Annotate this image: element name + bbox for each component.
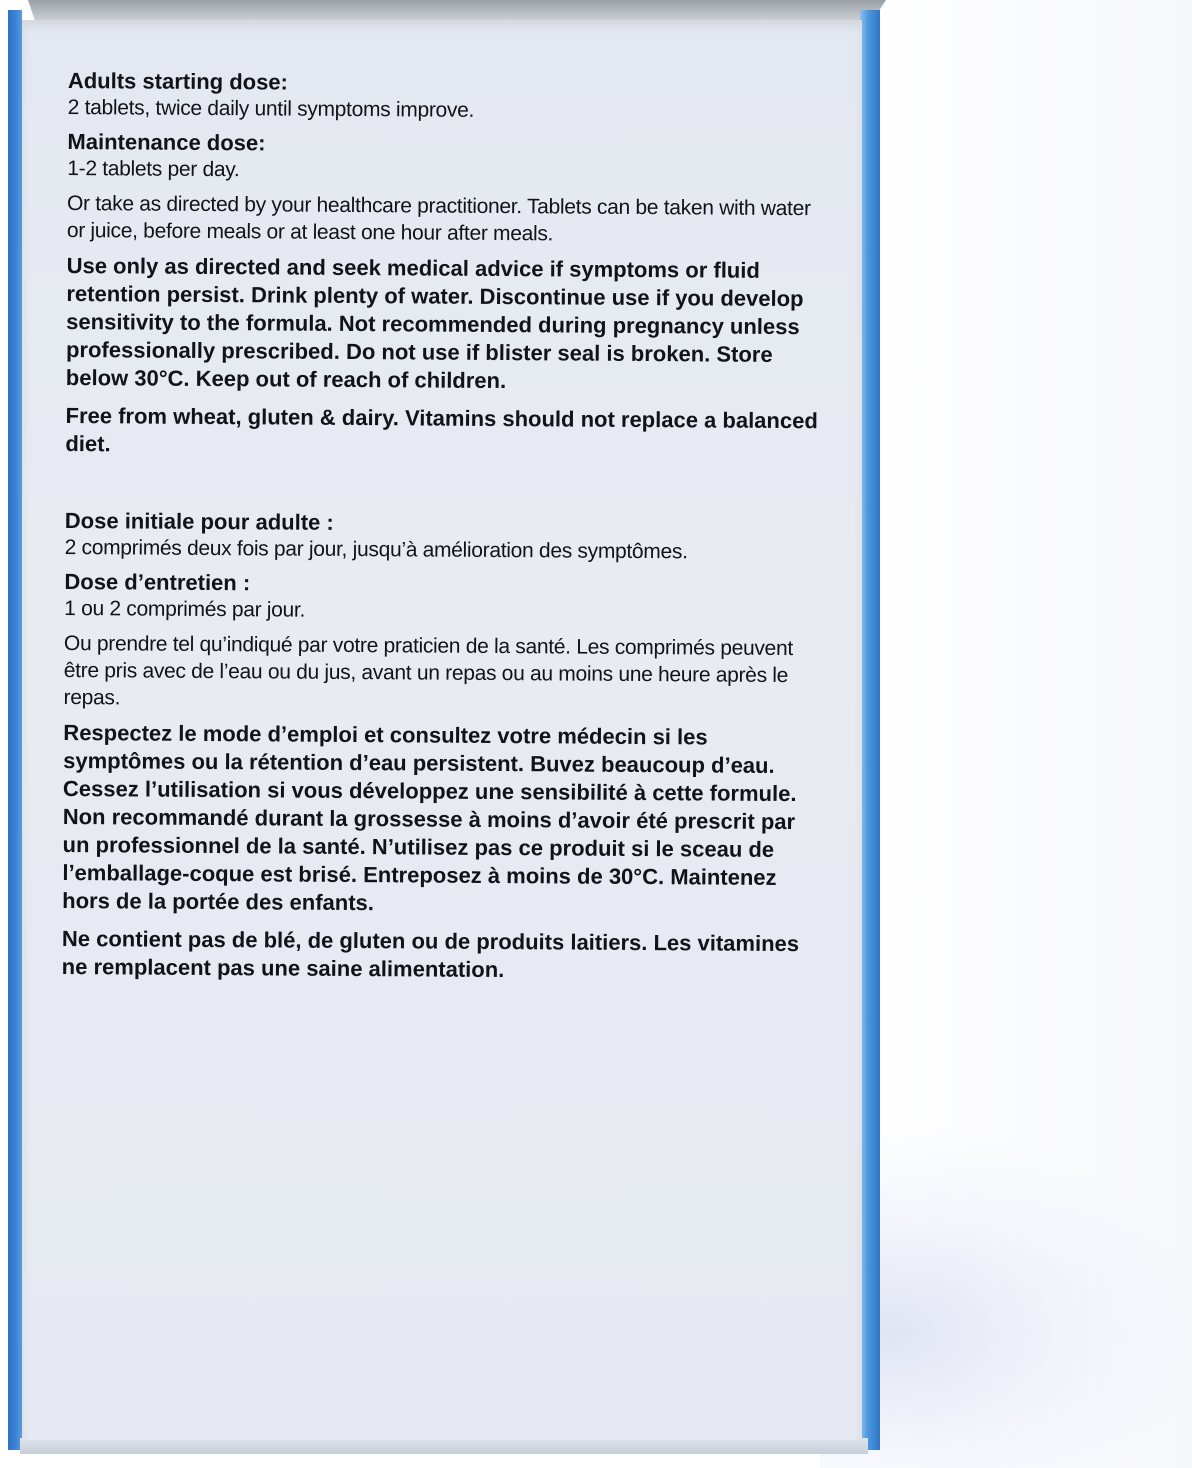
free-from-text: Free from wheat, gluten & dairy. Vitamins should not replace a balanced diet. (65, 402, 818, 457)
maintenance-dose-heading: Maintenance dose: (67, 128, 266, 156)
fr-warnings-text: Respectez le mode d’emploi et consultez votre médecin si les symptômes ou la rétention d’eau persistent. Buvez beaucoup d’eau. Cessez l’utilisation si vous développez une sensibilité à cette formule. Non recommandé durant la grossesse à moins d’avoir été prescrit par un professionnel de la santé. N’utilisez pas ce produit si le sceau de l’emballage-coque est brisé. Entreposez à moins de 30°C. Maintenez hors de la portée des enfants. (62, 719, 797, 916)
fr-adult-dose-text: 2 comprimés deux fois par jour, jusqu’à amélioration des symptômes. (64, 535, 688, 564)
directions-text: Or take as directed by your healthcare practitioner. Tablets can be taken with water or juice, before meals or at least one hour after meals. (66, 191, 811, 246)
label-text-block (62, 68, 828, 996)
adult-dose-text: 2 tablets, twice daily until symptoms improve. (67, 95, 475, 122)
box-side-panel (22, 20, 862, 1440)
box-bottom-edge (20, 1438, 868, 1454)
warnings-text: Use only as directed and seek medical advice if symptoms or fluid retention persist. Drink plenty of water. Discontinue use if you develop sensitivity to the formula. Not recommended during pregnancy unless professionally prescribed. Do not use if blister seal is broken. Store below 30°C. Keep out of reach of children. (65, 252, 804, 394)
box-right-edge (860, 10, 880, 1450)
product-box (8, 0, 878, 1456)
adult-dose-heading: Adults starting dose: (67, 68, 289, 95)
maintenance-dose-text: 1-2 tablets per day. (67, 156, 240, 182)
fr-maintenance-dose-text: 1 ou 2 comprimés par jour. (64, 596, 306, 622)
fr-directions-text: Ou prendre tel qu’indiqué par votre praticien de la santé. Les comprimés peuvent être pris avec de l’eau ou du jus, avant un repas ou au moins une heure après le repas. (63, 631, 793, 710)
fr-adult-dose-heading: Dose initiale pour adulte : (64, 507, 334, 535)
fr-maintenance-dose-heading: Dose d’entretien : (64, 568, 251, 596)
box-left-edge (8, 10, 22, 1450)
fr-free-from-text: Ne contient pas de blé, de gluten ou de produits laitiers. Les vitamines ne remplacent pas une saine alimentation. (61, 925, 800, 983)
